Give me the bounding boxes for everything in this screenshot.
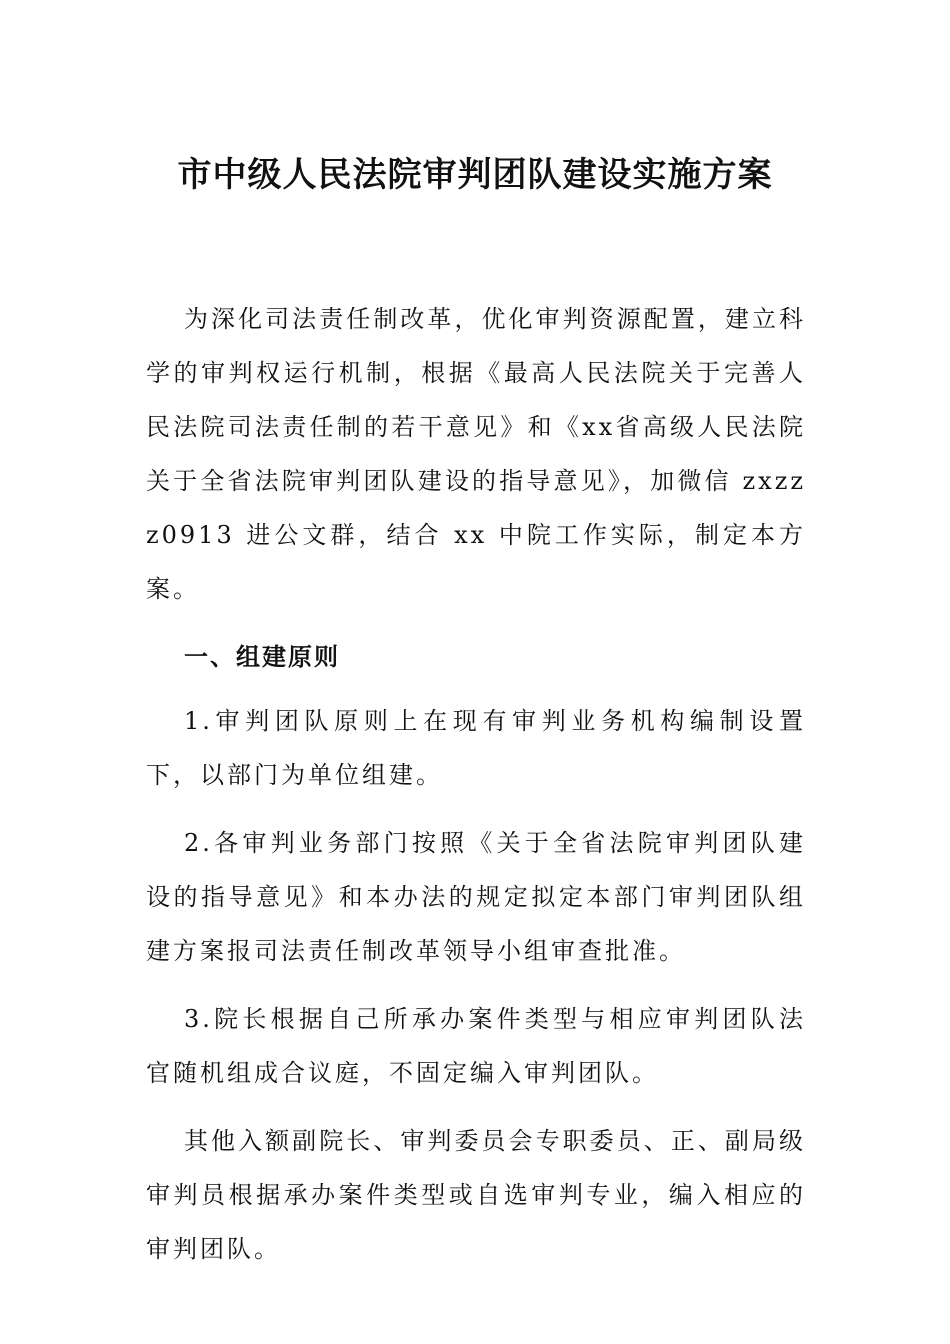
principle-item-3: 3.院长根据自己所承办案件类型与相应审判团队法官随机组成合议庭，不固定编入审判团队。 [146, 1005, 806, 1087]
document-title: 市中级人民法院审判团队建设实施方案 [177, 155, 773, 195]
principle-item-1: 1.审判团队原则上在现有审判业务机构编制设置下，以部门为单位组建。 [146, 707, 806, 789]
principle-item-2: 2.各审判业务部门按照《关于全省法院审判团队建设的指导意见》和本办法的规定拟定本部门审判团队组建方案报司法责任制改革领导小组审查批准。 [146, 829, 806, 965]
intro-paragraph: 为深化司法责任制改革，优化审判资源配置，建立科学的审判权运行机制，根据《最高人民法院关于完善人民法院司法责任制的若干意见》和《xx省高级人民法院关于全省法院审判团队建设的指导意见》，加微信 zxzzz0913 进公文群，结合 xx 中院工作实际，制定本方案。 [146, 305, 806, 603]
document-body [146, 292, 806, 1290]
section-heading: 一、组建原则 [184, 642, 340, 671]
closing-paragraph: 其他入额副院长、审判委员会专职委员、正、副局级审判员根据承办案件类型或自选审判专业，编入相应的审判团队。 [146, 1127, 806, 1263]
